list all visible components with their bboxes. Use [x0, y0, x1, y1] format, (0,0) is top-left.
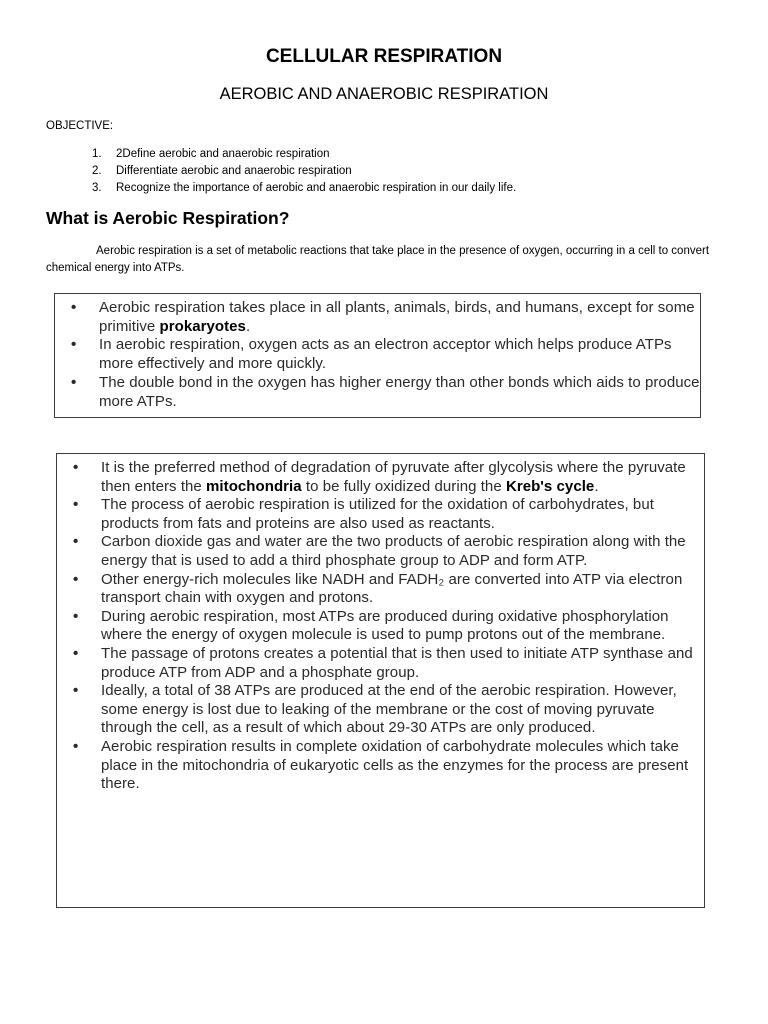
- fact-text-end: .: [594, 477, 599, 495]
- objective-text: 2Define aerobic and anaerobic respiration: [116, 148, 330, 160]
- facts-box-1: [54, 293, 701, 418]
- fact-bold-term: prokaryotes: [159, 317, 246, 335]
- facts-box-2: [56, 453, 705, 908]
- objective-number: 1.: [92, 148, 102, 160]
- objective-text: Differentiate aerobic and anaerobic respiration: [116, 165, 352, 177]
- fact-bold-term: mitochondria: [206, 477, 302, 495]
- fact-item: • Ideally, a total of 38 ATPs are produced at the end of the aerobic respiration. However, some energy is lost due to leaking of the membrane or the cost of moving pyruvate through the cell, as a result of which about 29-30 ATPs are only produced.: [57, 682, 704, 738]
- objective-number: 3.: [92, 182, 102, 194]
- objective-label: OBJECTIVE:: [46, 120, 114, 132]
- fact-item: [55, 299, 700, 336]
- document-subtitle: AEROBIC AND ANAEROBIC RESPIRATION: [219, 85, 549, 103]
- fact-item: • During aerobic respiration, most ATPs are produced during oxidative phosphorylation where the energy of oxygen molecule is used to pump protons out of the membrane.: [57, 608, 704, 645]
- fact-item: • Other energy-rich molecules like NADH and FADH₂ are converted into ATP via electron transport chain with oxygen and protons.: [57, 571, 704, 608]
- fact-text-end: .: [245, 317, 251, 335]
- facts-list-2: [57, 454, 704, 794]
- objective-item: [92, 146, 516, 163]
- document-title: CELLULAR RESPIRATION: [265, 46, 503, 67]
- fact-item: • The double bond in the oxygen has higher energy than other bonds which aids to produce more ATPs.: [55, 374, 700, 411]
- objective-number: 2.: [92, 165, 102, 177]
- objective-text: Recognize the importance of aerobic and anaerobic respiration in our daily life.: [116, 182, 517, 194]
- fact-item: • Carbon dioxide gas and water are the two products of aerobic respiration along with the energy that is used to add a third phosphate group to ADP and form ATP.: [57, 533, 704, 570]
- fact-text: It is the preferred method of degradation of pyruvate after glycolysis where the pyruvate then enters the: [101, 459, 686, 495]
- facts-list-1: [55, 294, 700, 411]
- fact-item: • Aerobic respiration results in complete oxidation of carbohydrate molecules which take place in the mitochondria of eukaryotic cells as the enzymes for the process are present there.: [57, 738, 704, 794]
- objectives-list: [92, 146, 516, 197]
- fact-bold-term: Kreb's cycle: [505, 477, 595, 495]
- objective-item: [92, 180, 516, 197]
- fact-item: • The passage of protons creates a potential that is then used to initiate ATP synthase and produce ATP from ADP and a phosphate group.: [57, 645, 704, 682]
- intro-paragraph: [46, 243, 722, 277]
- section-heading: What is Aerobic Respiration?: [46, 208, 290, 228]
- objective-item: [92, 163, 516, 180]
- intro-text: Aerobic respiration is a set of metabolic reactions that take place in the presence of oxygen, occurring in a cell to convert chemical energy into ATPs.: [46, 245, 710, 274]
- fact-item: [57, 459, 704, 496]
- fact-text-middle: to be fully oxidized during the: [301, 477, 506, 495]
- fact-item: • In aerobic respiration, oxygen acts as an electron acceptor which helps produce ATPs more effectively and more quickly.: [55, 336, 700, 373]
- fact-item: • The process of aerobic respiration is utilized for the oxidation of carbohydrates, but products from fats and proteins are also used as reactants.: [57, 496, 704, 533]
- fact-text: Aerobic respiration takes place in all plants, animals, birds, and humans, except for some primitive: [99, 299, 695, 335]
